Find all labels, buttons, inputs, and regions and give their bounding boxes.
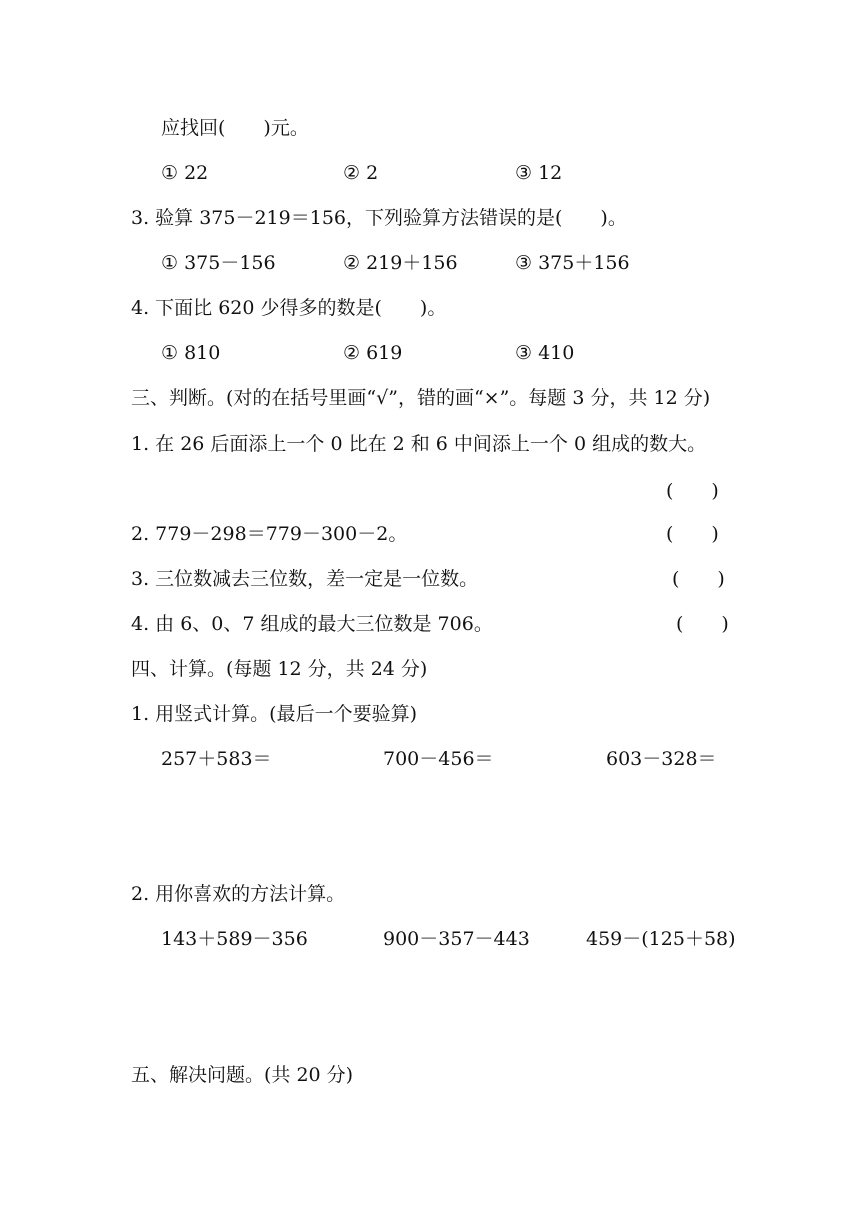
q4-option-1: ① 810 [161,342,221,364]
q3-option-2: ② 219＋156 [343,252,458,274]
part4-heading: 四、计算。(每题 12 分，共 24 分) [131,658,428,680]
q2-option-2: ② 2 [343,162,379,184]
judge-item-4-text: 4. 由 6、0、7 组成的最大三位数是 706。 [131,613,493,635]
calc-q1-expr-1: 257＋583＝ [161,748,272,770]
calc-q1-expr-3: 603－328＝ [606,748,717,770]
judge-item-2-blank[interactable]: ( ) [666,523,719,545]
calc-q2-text: 2. 用你喜欢的方法计算。 [131,883,346,905]
judge-item-2-text: 2. 779－298＝779－300－2。 [131,523,408,545]
q3-option-1: ① 375－156 [161,252,276,274]
q3-text: 3. 验算 375－219＝156，下列验算方法错误的是( )。 [131,207,627,229]
q4-text: 4. 下面比 620 少得多的数是( )。 [131,297,447,319]
judge-item-3-blank[interactable]: ( ) [672,568,725,590]
q2-option-1: ① 22 [161,162,209,184]
calc-q1-expr-2: 700－456＝ [383,748,494,770]
part5-heading: 五、解决问题。(共 20 分) [131,1064,354,1086]
judge-item-1-text: 1. 在 26 后面添上一个 0 比在 2 和 6 中间添上一个 0 组成的数大。 [131,433,707,455]
judge-item-1-blank[interactable]: ( ) [666,480,719,502]
judge-item-3-text: 3. 三位数减去三位数，差一定是一位数。 [131,568,479,590]
judge-item-4-blank[interactable]: ( ) [676,613,729,635]
q4-option-2: ② 619 [343,342,403,364]
q2-option-3: ③ 12 [515,162,563,184]
q3-option-3: ③ 375＋156 [515,252,630,274]
q4-option-3: ③ 410 [515,342,575,364]
calc-q1-text: 1. 用竖式计算。(最后一个要验算) [131,703,417,725]
part3-heading: 三、判断。(对的在括号里画“√”，错的画“×”。每题 3 分，共 12 分) [131,387,711,409]
q2-tail-text: 应找回( )元。 [161,117,309,139]
calc-q2-expr-3: 459－(125＋58) [586,928,736,950]
calc-q2-expr-1: 143＋589－356 [161,928,308,950]
calc-q2-expr-2: 900－357－443 [383,928,530,950]
